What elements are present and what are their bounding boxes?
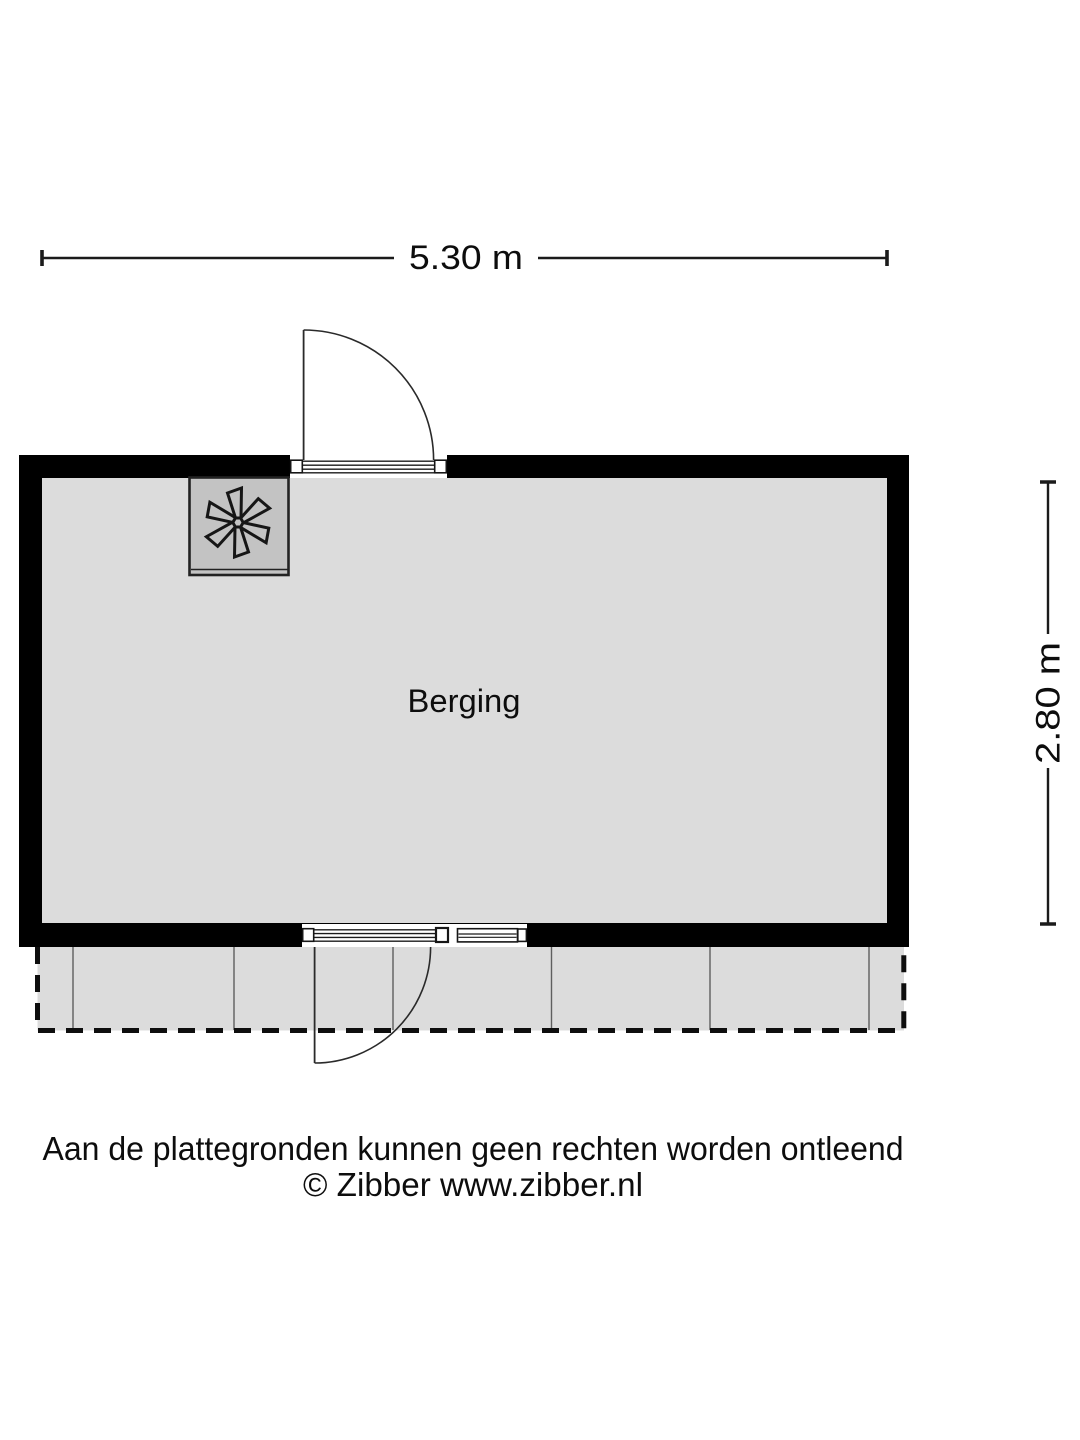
- footer-copyright: © Zibber www.zibber.nl: [303, 1167, 643, 1204]
- fan-unit: [190, 478, 289, 576]
- door-top-left-jamb: [291, 460, 303, 473]
- door-bottom-mullion: [436, 928, 448, 942]
- door-top-swing-arc: [304, 330, 434, 460]
- window-bottom-frame: [458, 929, 518, 942]
- terrace: [38, 947, 905, 1031]
- door-bottom-right-jamb: [518, 929, 527, 941]
- dimension-width: [42, 239, 887, 277]
- room-label: Berging: [407, 683, 521, 719]
- door-top-opening: [290, 455, 447, 478]
- dimension-height-label: 2.80 m: [1029, 660, 1068, 764]
- door-top-right-jamb: [435, 460, 447, 473]
- door-top: [290, 330, 447, 478]
- footer: [43, 1131, 904, 1204]
- dimension-height: [1029, 482, 1068, 924]
- footer-disclaimer: Aan de plattegronden kunnen geen rechten worden ontleend: [42, 1131, 904, 1168]
- door-bottom-left-jamb: [303, 929, 314, 942]
- window-bottom: [458, 929, 518, 942]
- terrace-floor: [38, 947, 905, 1031]
- dimension-width-label: 5.30 m: [409, 239, 523, 277]
